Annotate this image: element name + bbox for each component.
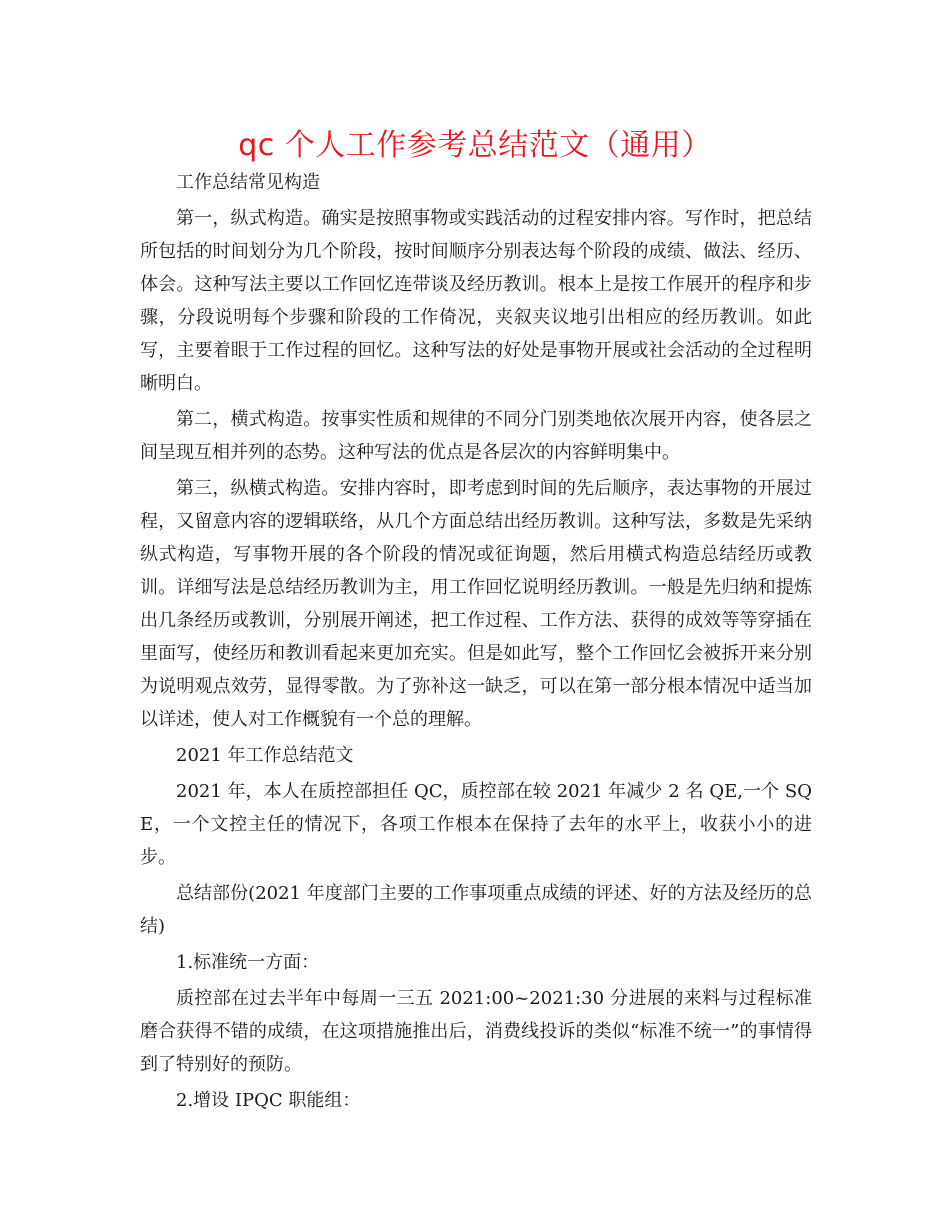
paragraph-item-1-heading: 1.标准统一方面： <box>176 952 320 973</box>
paragraph-structure-heading: 工作总结常见构造 <box>176 172 320 193</box>
paragraph-summary-section: 总结部份(2021 年度部门主要的工作事项重点成绩的评述、好的方法及经历的总结) <box>140 883 812 937</box>
paragraph-item-2-heading: 2.增设 IPQC 职能组： <box>176 1090 361 1111</box>
paragraph-vertical-structure: 第一，纵式构造。确实是按照事物或实践活动的过程安排内容。写作时，把总结所包括的时间划分为几个阶段，按时间顺序分别表达每个阶段的成绩、做法、经历、体会。这种写法主要以工作回忆连带谈及经历教训。根本上是按工作展开的程序和步骤，分段说明每个步骤和阶段的工作倚况，夹叙夹议地引出相应的经历教训。如此写，主要着眼于工作过程的回忆。这种写法的好处是事物开展或社会活动的全过程明晰明白。 <box>140 208 812 394</box>
paragraph-item-1-body: 质控部在过去半年中每周一三五 2021:00~2021:30 分进展的来料与过程标准磨合获得不错的成绩，在这项措施推出后，消费线投诉的类似“标准不统一”的事情得到了特别好的预防。 <box>140 988 812 1075</box>
paragraph-mixed-structure: 第三，纵横式构造。安排内容时，即考虑到时间的先后顺序，表达事物的开展过程，又留意内容的逻辑联络，从几个方面总结出经历教训。这种写法，多数是先采纳纵式构造，写事物开展的各个阶段的情况或征询题，然后用横式构造总结经历或教训。详细写法是总结经历教训为主，用工作回忆说明经历教训。一般是先归纳和提炼出几条经历或教训，分别展开阐述，把工作过程、工作方法、获得的成效等等穿插在里面写，使经历和教训看起来更加充实。但是如此写，整个工作回忆会被拆开来分别为说明观点效劳，显得零散。为了弥补这一缺乏，可以在第一部分根本情况中适当加以详述，使人对工作概貌有一个总的理解。 <box>140 478 812 730</box>
paragraph-intro: 2021 年，本人在质控部担任 QC，质控部在较 2021 年减少 2 名 QE,一个 SQE，一个文控主任的情况下，各项工作根本在保持了去年的水平上，收获小小的进步。 <box>140 781 812 868</box>
paragraph-sample-heading: 2021 年工作总结范文 <box>176 745 354 766</box>
document-title: qc 个人工作参考总结范文（通用） <box>238 128 712 163</box>
document-body <box>140 166 812 1120</box>
paragraph-horizontal-structure: 第二，横式构造。按事实性质和规律的不同分门别类地依次展开内容，使各层之间呈现互相并列的态势。这种写法的优点是各层次的内容鲜明集中。 <box>140 409 812 463</box>
